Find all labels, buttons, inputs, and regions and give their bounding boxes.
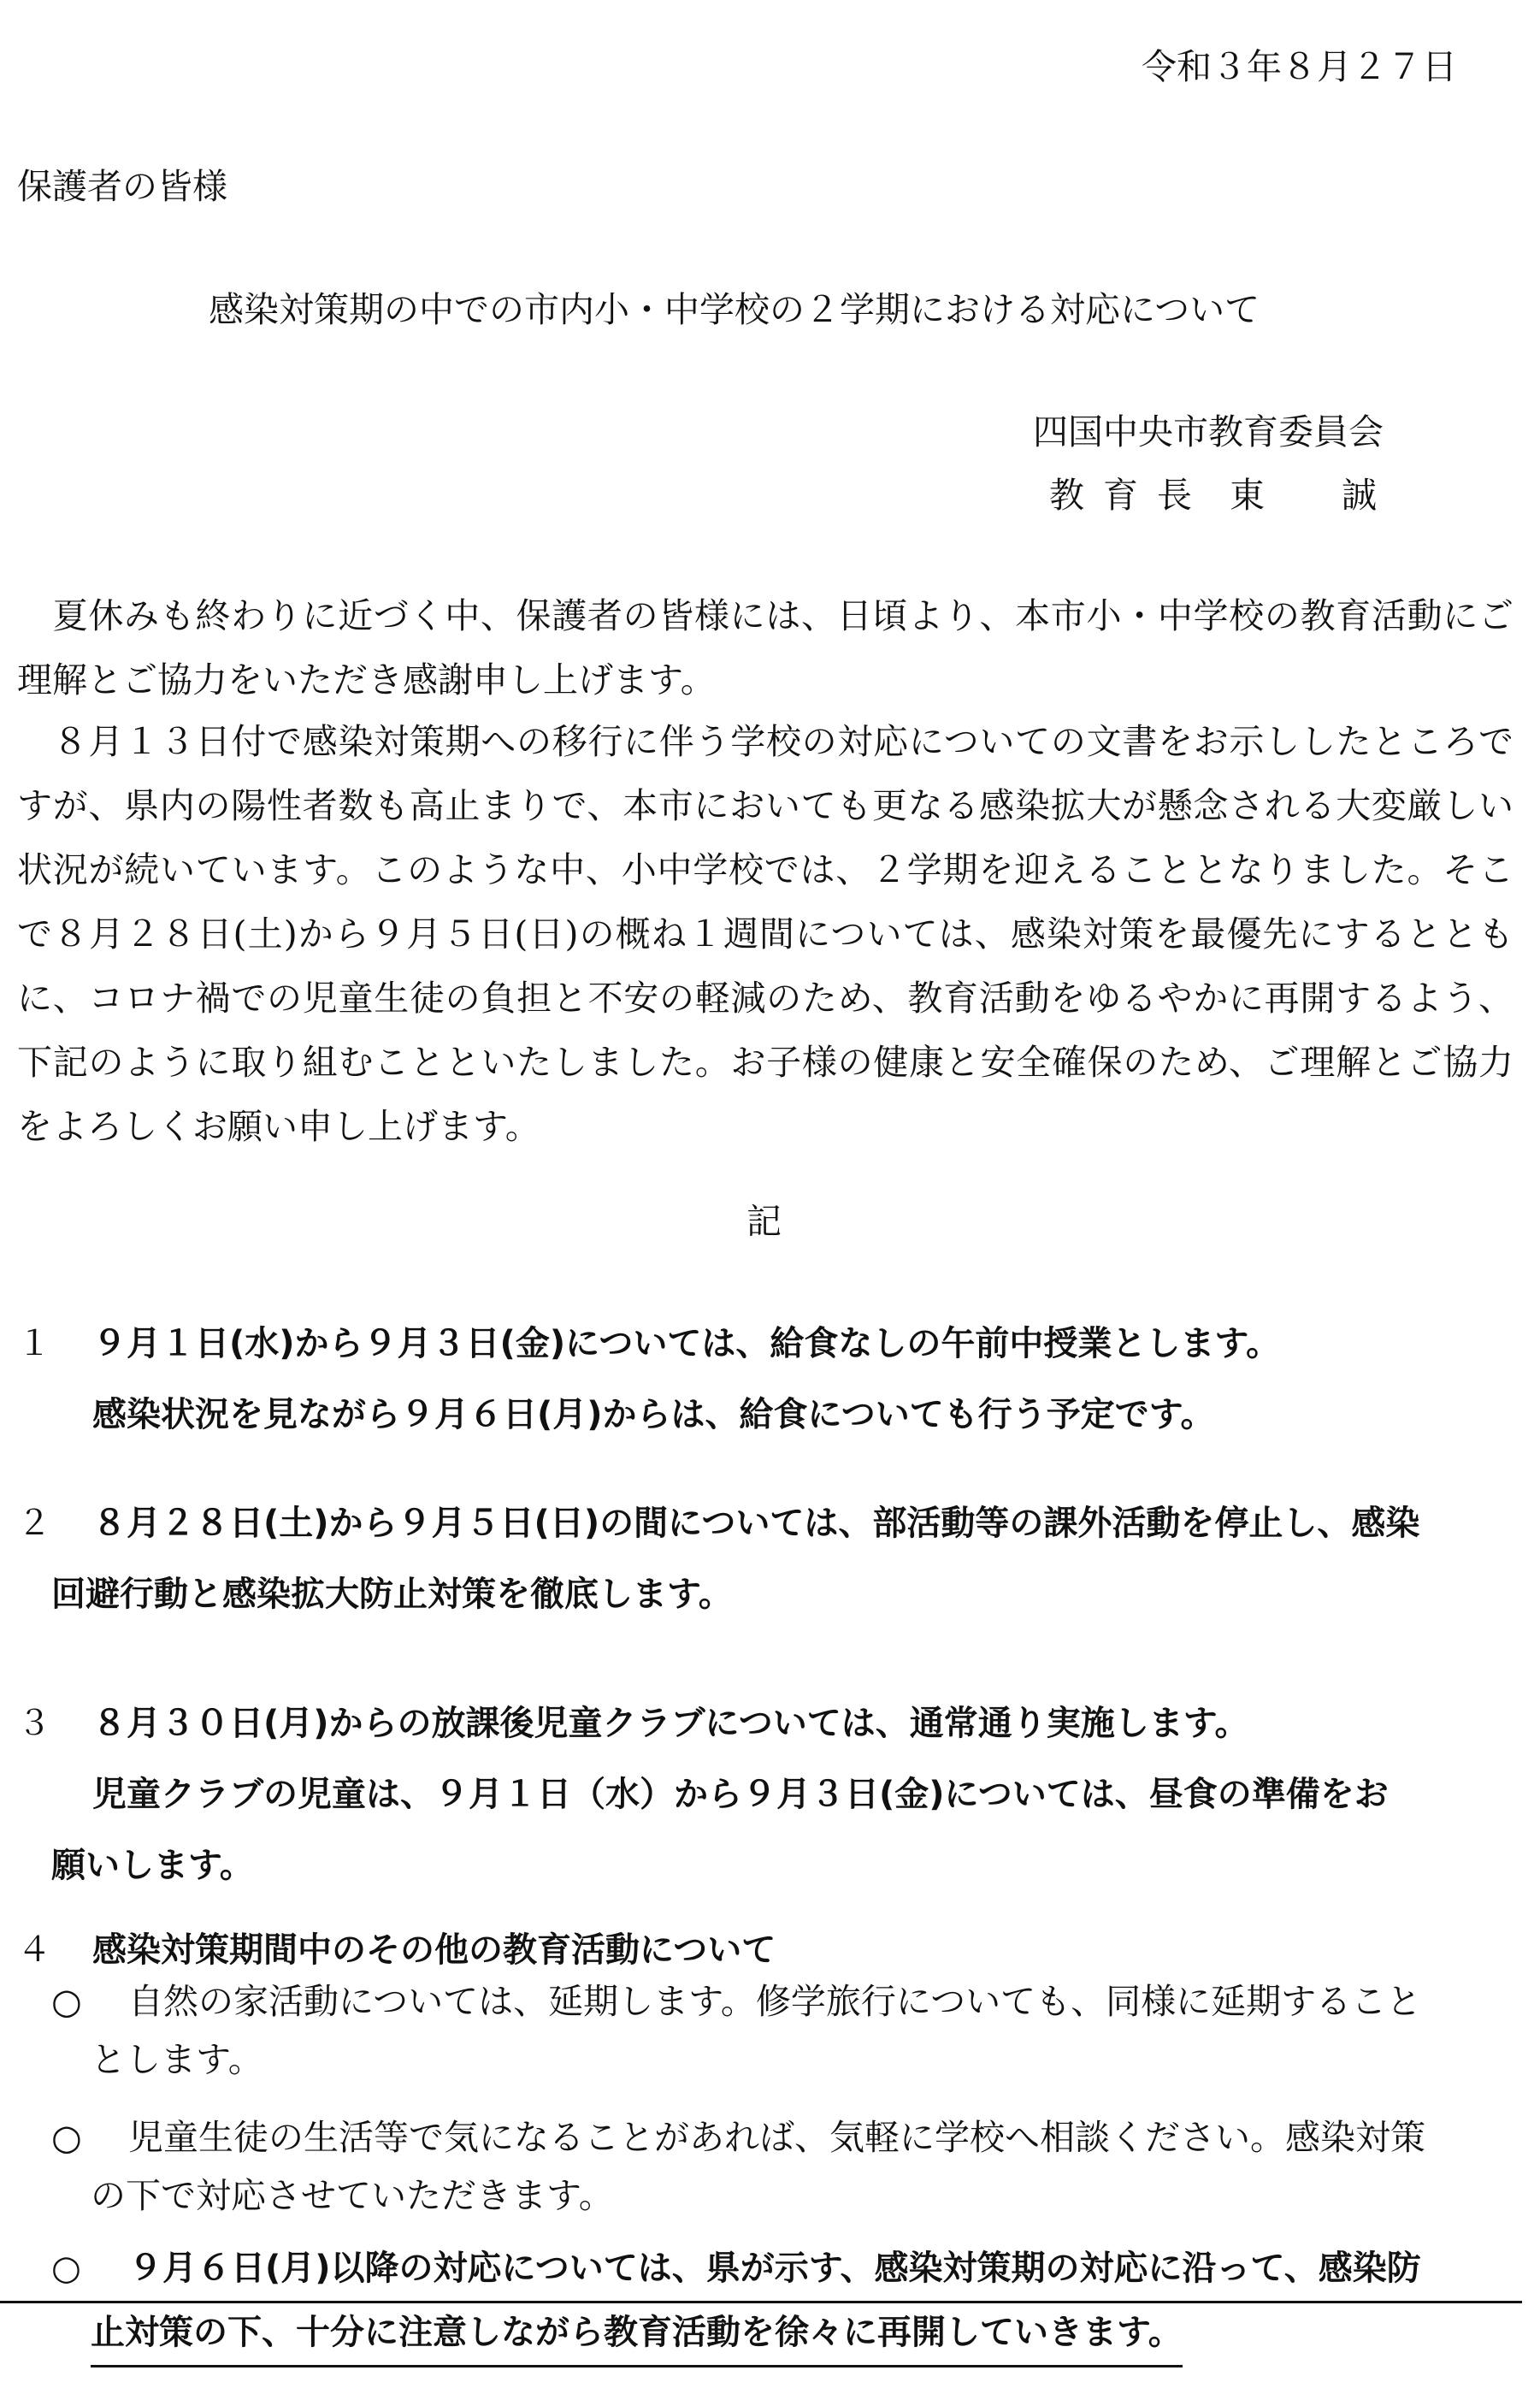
- item-number: ２: [17, 1504, 51, 1543]
- list-item: ４ 感染対策期間中のその他の教育活動について: [17, 1915, 1522, 1986]
- document-date: 令和３年８月２７日: [1142, 46, 1457, 87]
- list-item: １ ９月１日(水)から９月３日(金)については、給食なしの午前中授業とします。 感染状況を見ながら９月６日(月)からは、給食についても行う予定です。: [17, 1309, 1522, 1451]
- list-item: ３ ８月３０日(月)からの放課後児童クラブについては、通常通り実施します。 児童クラブの児童は、９月１日（水）から９月３日(金)については、昼食の準備をお 願いします。: [17, 1688, 1522, 1901]
- list-item: ２ ８月２８日(土)から９月５日(日)の間については、部活動等の課外活動を停止し、感染 回避行動と感染拡大防止対策を徹底します。: [17, 1488, 1522, 1630]
- circle-bullet-icon: ○: [51, 2117, 82, 2158]
- intro-paragraph-2: ８月１３日付で感染対策期への移行に伴う学校の対応についての文書をお示ししたところですが、県内の陽性者数も高止まりで、本市においても更なる感染拡大が懸念される大変厳しい状況が続いています。このような中、小中学校では、２学期を迎えることとなりました。そこで８月２８日(土)から９月５日(日)の概ね１週間については、感染対策を最優先にするとともに、コロナ禍での児童生徒の負担と不安の軽減のため、教育活動をゆるやかに再開するよう、下記のように取り組むことといたしました。お子様の健康と安全確保のため、ご理解とご協力をよろしくお願い申し上げます。: [17, 721, 1513, 1147]
- sender-name-given: 誠: [1342, 475, 1377, 516]
- item-number: １: [17, 1324, 51, 1363]
- sender-official: [1049, 475, 1377, 516]
- underlined-line-1: ○ ９月６日(月)以降の対応については、県が示す、感染対策期の対応に沿って、感染防: [0, 2239, 1522, 2303]
- sender-title: 教育長: [1049, 475, 1211, 516]
- circle-bullet-icon: ○: [51, 2249, 81, 2288]
- intro-paragraph-1: 夏休みも終わりに近づく中、保護者の皆様には、日頃より、本市小・中学校の教育活動にご理解とご協力をいただき感謝申し上げます。: [17, 595, 1513, 700]
- sub-list-item-underlined: [51, 2239, 1522, 2367]
- item-number: ３: [17, 1704, 51, 1743]
- sub-list-item: ○ 児童生徒の生活等で気になることがあれば、気軽に学校へ相談ください。感染対策 の下で対応させていただきます。: [51, 2108, 1522, 2225]
- circle-bullet-icon: ○: [51, 1981, 82, 2022]
- item-number: ４: [17, 1930, 51, 1970]
- underlined-line-2: 止対策の下、十分に注意しながら教育活動を徐々に再開していきます。: [91, 2303, 1183, 2367]
- document-title: 感染対策期の中での市内小・中学校の２学期における対応について: [209, 289, 1260, 330]
- sub-list-item: ○ 自然の家活動については、延期します。修学旅行についても、同様に延期すること とします。: [51, 1972, 1522, 2089]
- ki-heading: 記: [746, 1201, 782, 1242]
- addressee: 保護者の皆様: [17, 166, 227, 207]
- sender-name-family: 東: [1230, 475, 1265, 516]
- sender-organization: 四国中央市教育委員会: [1033, 411, 1384, 452]
